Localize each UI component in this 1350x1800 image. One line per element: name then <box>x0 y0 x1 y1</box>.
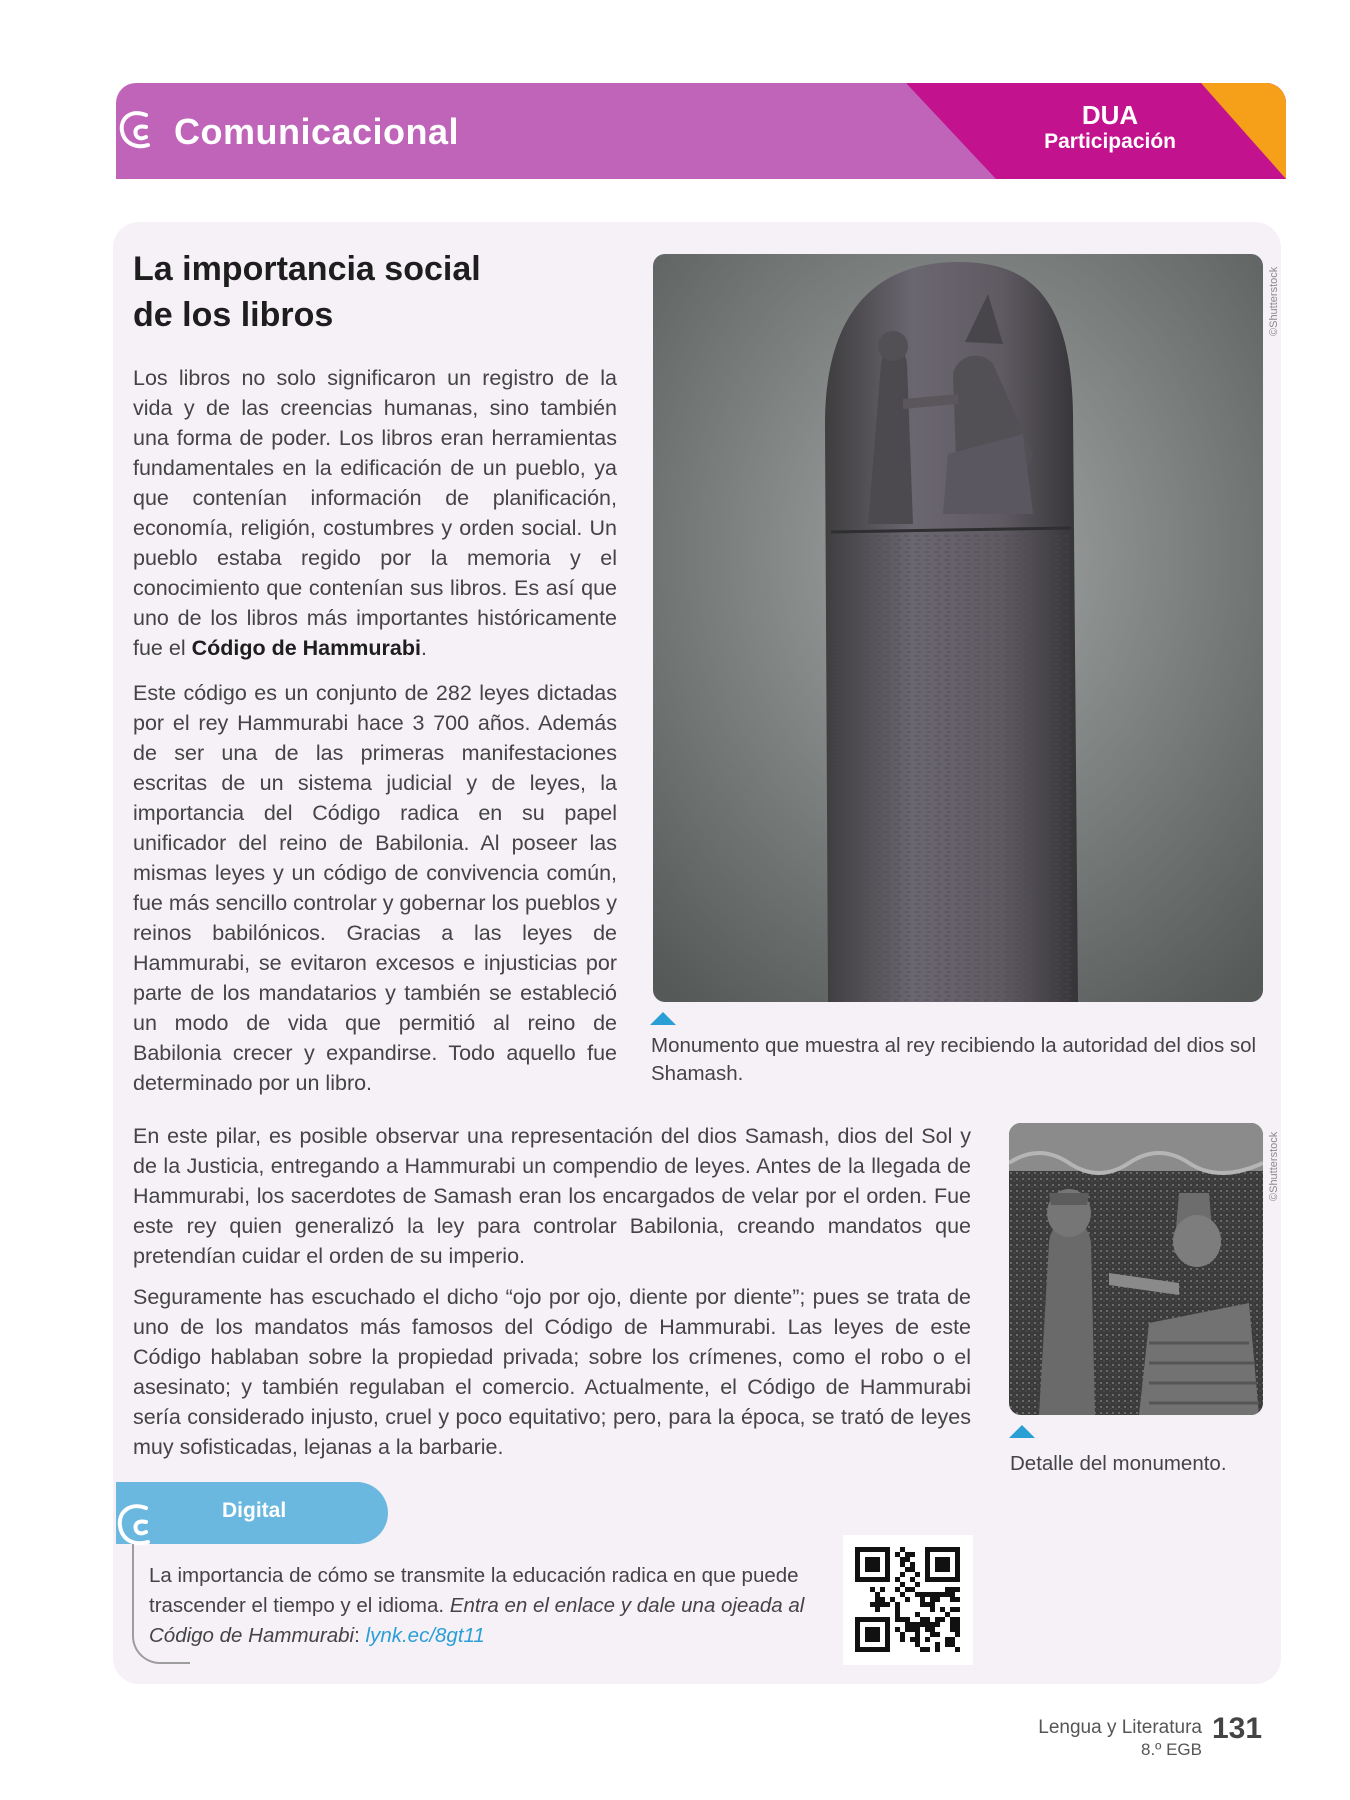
digital-body: La importancia de cómo se transmite la educación radica en que puede trascender el tiempo y el idioma. <box>149 1564 799 1617</box>
digital-italic: Entra en el enlace y dale una ojeada al Código de Hammurabi <box>149 1594 805 1647</box>
qr-code[interactable] <box>843 1535 973 1665</box>
digital-colon: : <box>354 1624 366 1647</box>
communication-logo-icon <box>116 105 158 157</box>
dua-badge <box>1044 101 1176 155</box>
paragraph-4: Seguramente has escuchado el dicho “ojo por ojo, diente por diente”; pues se trata de uno de los mandatos más famosos del Código de Hammurabi. Las leyes de este Código hablaban sobre la propiedad privada; sobre los crímenes, como el robo o el asesinato; y también regulaban el comercio. Actualmente, el Código de Hammurabi sería considerado injusto, cruel y poco equitativo; pero, para la época, se trató de leyes muy sofisticadas, lejanas a la barbarie. <box>133 1285 971 1459</box>
caption-pointer-icon <box>1009 1425 1035 1438</box>
stele-photo <box>653 254 1263 1002</box>
footer-subject: Lengua y Literatura <box>1038 1717 1202 1738</box>
image2-caption: Detalle del monumento. <box>1010 1452 1227 1475</box>
image1-caption: Monumento que muestra al rey recibiendo la autoridad del dios sol Shamash. <box>651 1034 1257 1085</box>
dua-sublabel: Participación <box>1044 130 1176 153</box>
image1-credit: ©Shutterstock <box>1268 266 1280 336</box>
title-line-1: La importancia social <box>133 250 481 288</box>
paragraph-3: En este pilar, es posible observar una representación del dios Samash, dios del Sol y de la Justicia, entregando a Hammurabi un compendio de leyes. Antes de la llegada de Hammurabi, los sacerdotes de Samash eran los encargados de velar por el orden. Fue este rey quien generalizó la ley para controlar Babilonia, creando mandatos que pretendían cuidar el orden de su imperio. <box>133 1124 971 1268</box>
hammurabi-link[interactable]: lynk.ec/8gt11 <box>365 1624 485 1647</box>
paragraph-1-text: Los libros no solo significaron un registro de la vida y de las creencias humanas, sino también una forma de poder. Los libros eran herramientas fundamentales en la edificación de un pueblo, ya que contenían información de planificación, economía, religión, costumbres y orden social. Un pueblo estaba regido por la memoria y el conocimiento que contenían sus libros. Es así que uno de los libros más importantes históricamente fue el <box>133 366 617 660</box>
article-title <box>133 246 603 338</box>
section-header <box>116 83 1286 179</box>
section-title: Comunicacional <box>174 111 460 152</box>
page-number: 131 <box>1212 1712 1263 1745</box>
footer-grade: 8.º EGB <box>1140 1740 1202 1759</box>
digital-label: Digital <box>222 1499 287 1522</box>
paragraph-1 <box>133 363 617 663</box>
image2-credit: ©Shutterstock <box>1268 1131 1280 1201</box>
paragraph-2: Este código es un conjunto de 282 leyes dictadas por el rey Hammurabi hace 3 700 años. Además de ser una de las primeras manifestaciones escritas de un sistema judicial y de leyes, la importancia del Código radica en su papel unificador del reino de Babilonia. Al poseer las mismas leyes y un código de convivencia común, fue más sencillo controlar y gobernar los pueblos y reinos babilónicos. Gracias a las leyes de Hammurabi, se evitaron excesos e injusticias por parte de los mandatarios y también se estableció un modo de vida que permitió al reino de Babilonia crecer y expandirse. Todo aquello fue determinado por un libro. <box>133 681 618 1095</box>
title-line-2: de los libros <box>133 296 334 334</box>
paragraph-1-end: . <box>420 636 427 660</box>
digital-text <box>149 1561 829 1651</box>
dua-label: DUA <box>1081 100 1139 130</box>
relief-detail-photo <box>1009 1123 1263 1415</box>
hammurabi-bold: Código de Hammurabi <box>191 636 421 660</box>
caption-pointer-icon <box>650 1012 676 1025</box>
